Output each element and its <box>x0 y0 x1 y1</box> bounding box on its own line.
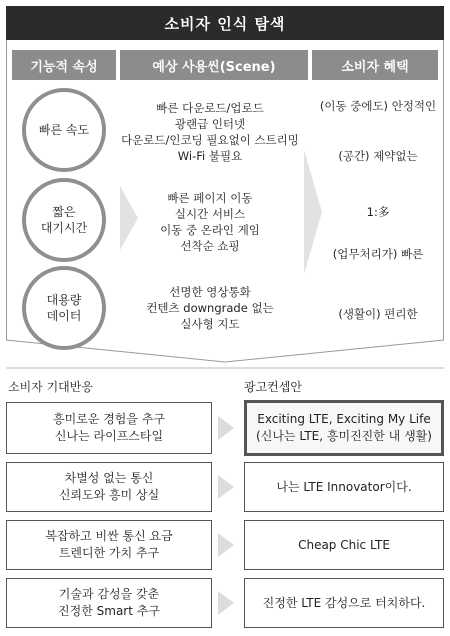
scene-item: 실사형 지도 <box>180 317 240 331</box>
concept-box-4: 진정한 LTE 감성으로 터치하다. <box>244 578 444 628</box>
attribute-short-latency: 짧은 대기시간 <box>22 178 106 262</box>
section-concept-label: 광고컨셉안 <box>244 380 302 394</box>
benefit-unrestricted: (공간) 제약없는 <box>338 149 418 163</box>
header-benefit: 소비자 혜택 <box>312 50 438 80</box>
scene-item: 컨텐츠 downgrade 없는 <box>146 301 274 315</box>
expectation-box-3: 복잡하고 비싼 통신 요금 트렌디한 가치 추구 <box>6 520 212 570</box>
section-expectation-label: 소비자 기대반응 <box>8 380 93 394</box>
header-scene: 예상 사용씬(Scene) <box>120 50 308 80</box>
row-arrow-4 <box>218 591 234 615</box>
attribute-large-data: 대용량 데이터 <box>22 266 106 350</box>
attribute-fast-speed: 빠른 속도 <box>22 88 106 172</box>
row-arrow-3 <box>218 533 234 557</box>
expectation-box-4: 기술과 감성을 갖춘 진정한 Smart 추구 <box>6 578 212 628</box>
scene-item: 빠른 페이지 이동 <box>167 191 253 205</box>
benefit-fast-work: (업무처리가) 빠른 <box>332 247 424 261</box>
expectation-box-1: 흥미로운 경험을 추구 신나는 라이프스타일 <box>6 402 212 454</box>
concept-box-1: Exciting LTE, Exciting My Life (신나는 LTE, 흥미진진한 내 생활) <box>244 400 444 456</box>
benefit-one-to-many: 1:多 <box>366 205 390 219</box>
scene-item: 광랜급 인터넷 <box>174 117 246 131</box>
scene-item: 이동 중 온라인 게임 <box>160 223 260 237</box>
row-arrow-1 <box>218 416 234 440</box>
header-functional: 기능적 속성 <box>12 50 116 80</box>
benefit-stable: (이동 중에도) 안정적인 <box>319 99 437 113</box>
scene-item: 다운로드/인코딩 필요없이 스트리밍 <box>121 133 299 147</box>
concept-box-3: Cheap Chic LTE <box>244 520 444 570</box>
expectation-box-2: 차별성 없는 통신 신뢰도와 흥미 상실 <box>6 462 212 512</box>
scene-item: 선명한 영상통화 <box>169 285 251 299</box>
scene-item: Wi-Fi 불필요 <box>177 149 243 163</box>
row-arrow-2 <box>218 475 234 499</box>
scene-item: 빠른 다운로드/업로드 <box>156 101 264 115</box>
scene-item: 실시간 서비스 <box>174 207 246 221</box>
concept-box-2: 나는 LTE Innovator이다. <box>244 462 444 512</box>
benefit-convenient: (생활이) 편리한 <box>338 307 418 321</box>
scene-item: 선착순 쇼핑 <box>180 239 240 253</box>
diagram-title: 소비자 인식 탐색 <box>6 6 444 40</box>
